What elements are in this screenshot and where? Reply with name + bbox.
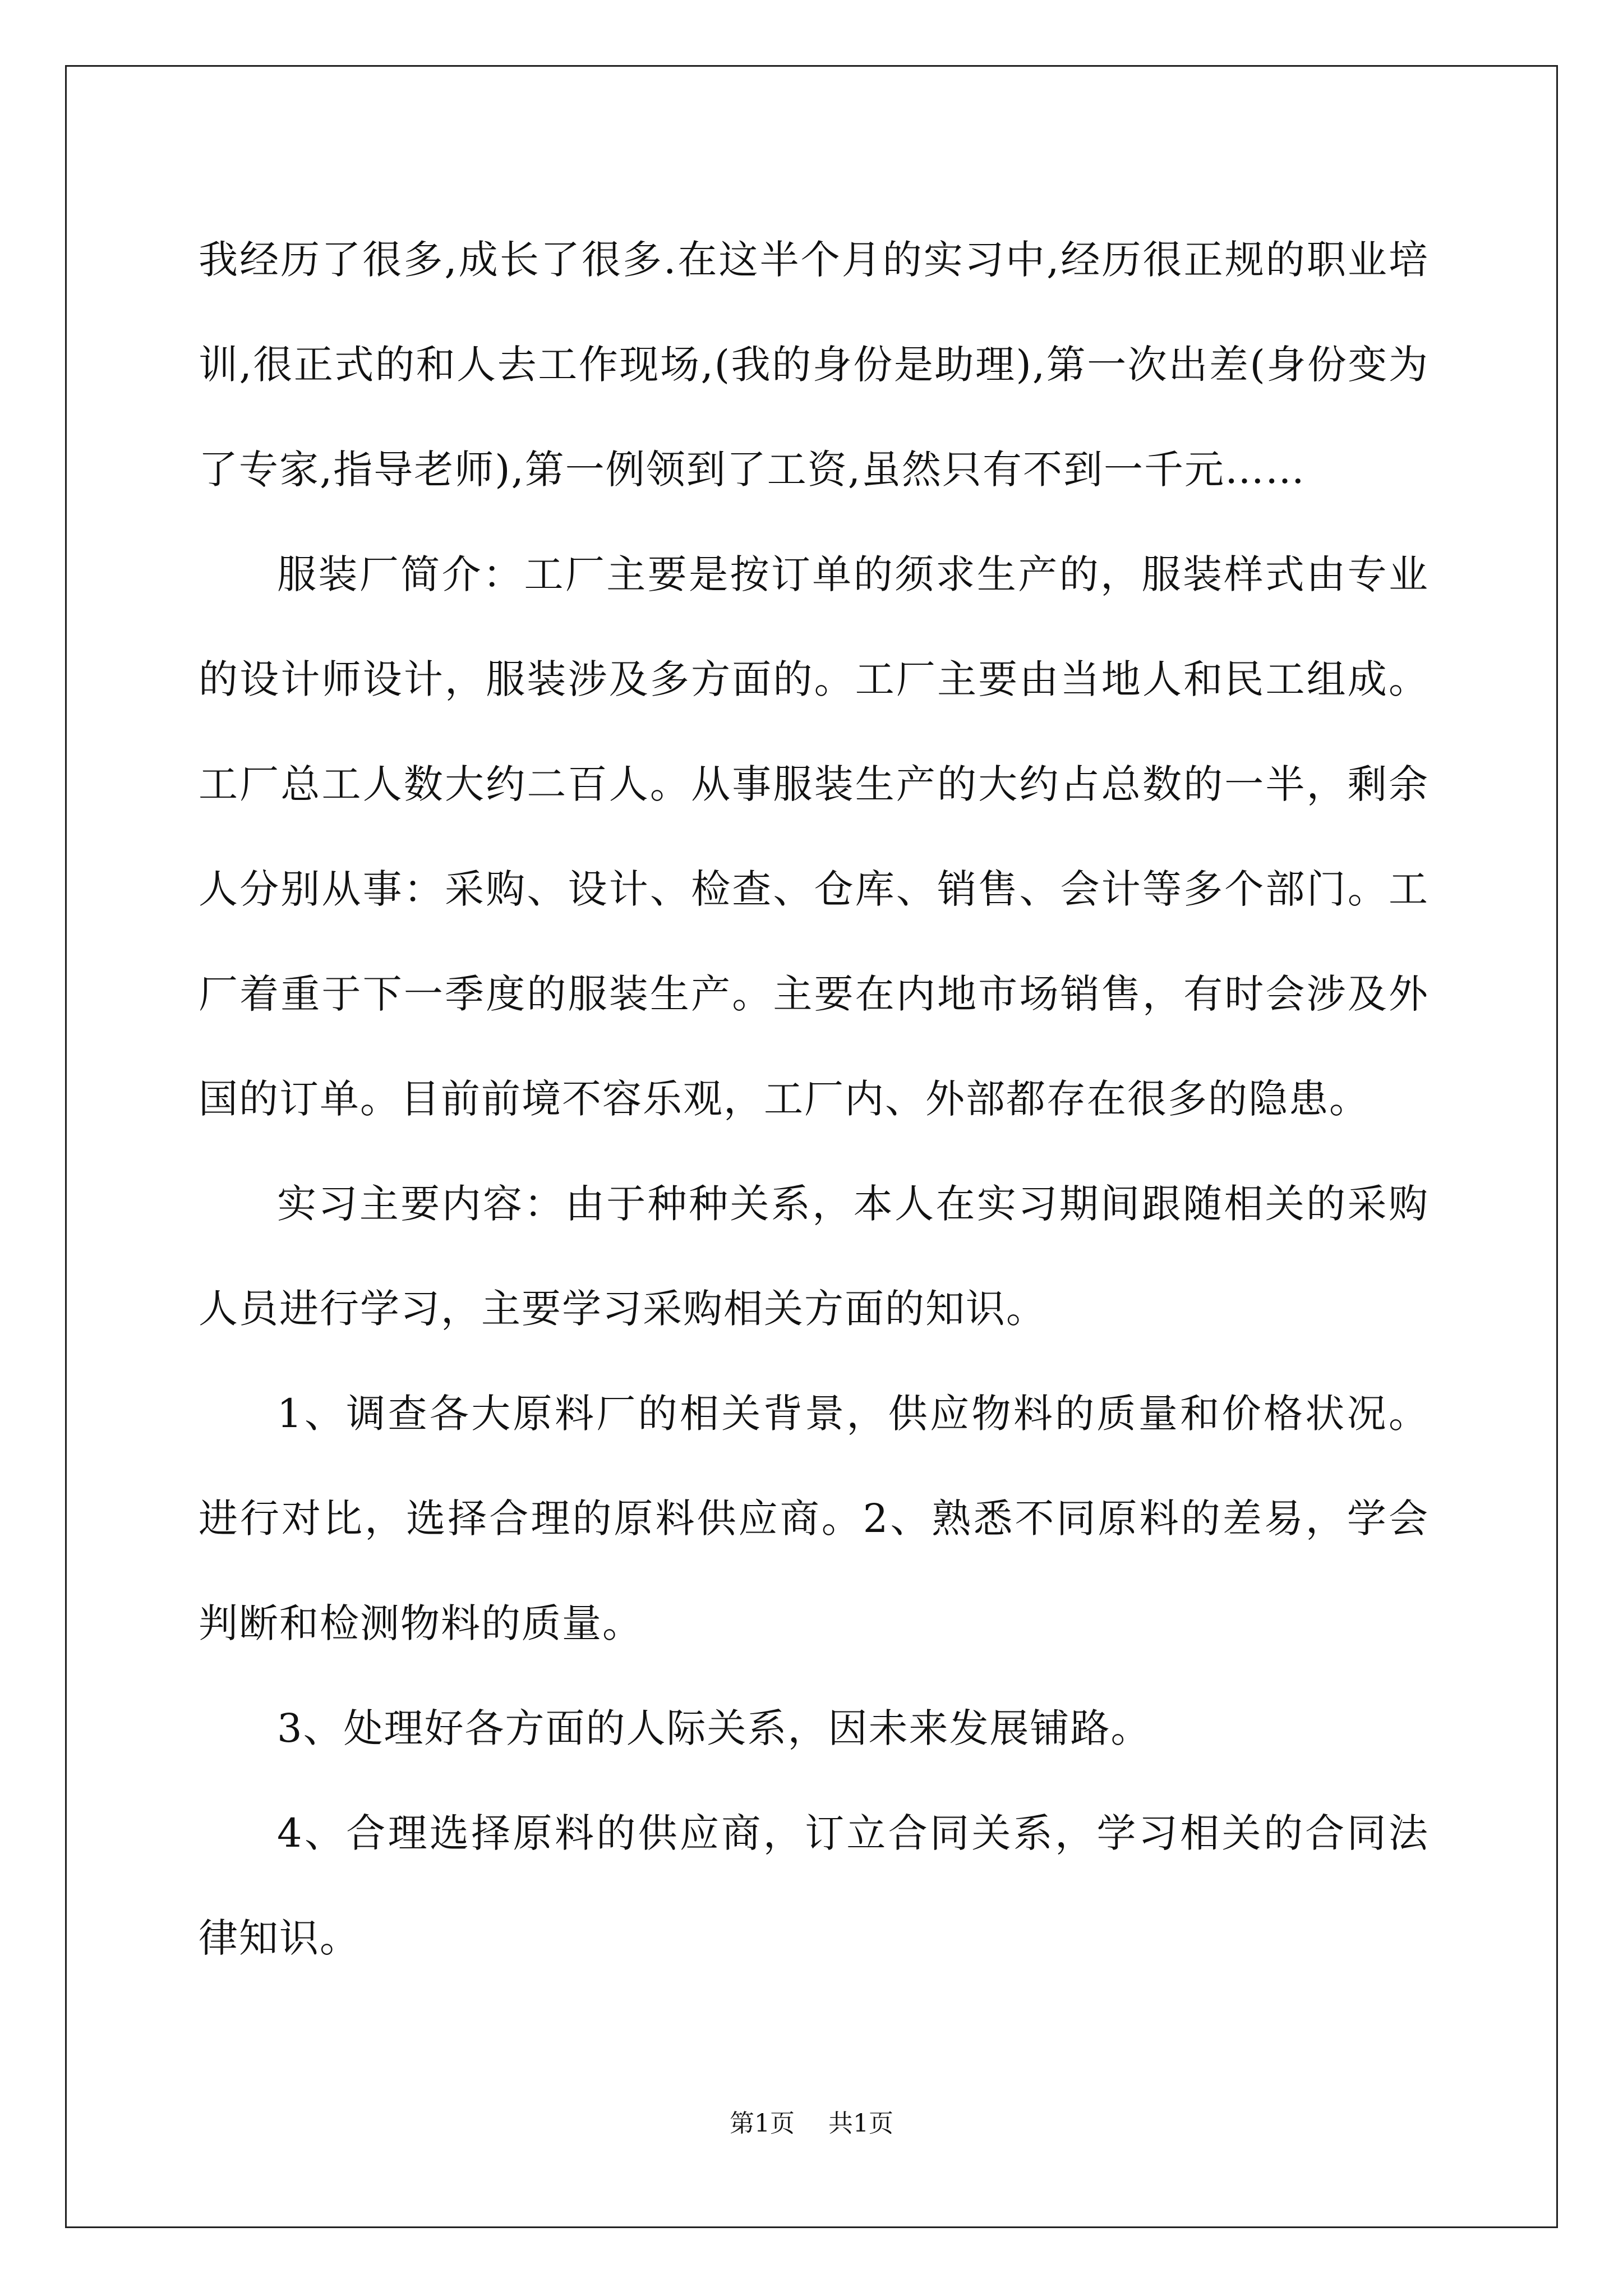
paragraph-1: 我经历了很多,成长了很多.在这半个月的实习中,经历很正规的职业培训,很正式的和人去工作现场,(我的身份是助理),第一次出差(身份变为了专家,指导老师),第一例领到了工资,虽然只有不到一千元…… <box>199 237 1429 493</box>
paragraph-5: 3、处理好各方面的人际关系，因未来发展铺路。 <box>277 1705 1151 1751</box>
paragraph-6: 4、合理选择原料的供应商，订立合同关系，学习相关的合同法律知识。 <box>199 1810 1429 1961</box>
document-body <box>199 208 1429 1991</box>
page-footer <box>0 2107 1623 2141</box>
page-number: 第1页 <box>730 2109 795 2138</box>
paragraph-2: 服装厂简介：工厂主要是按订单的须求生产的，服装样式由专业的设计师设计，服装涉及多方面的。工厂主要由当地人和民工组成。工厂总工人数大约二百人。从事服装生产的大约占总数的一半，剩余人分别从事：采购、设计、检查、仓库、销售、会计等多个部门。工厂着重于下一季度的服装生产。主要在内地市场销售，有时会涉及外国的订单。目前前境不容乐观，工厂内、外部都存在很多的隐患。 <box>199 551 1429 1122</box>
paragraph-3: 实习主要内容：由于种种关系，本人在实习期间跟随相关的采购人员进行学习，主要学习采购相关方面的知识。 <box>199 1181 1429 1332</box>
paragraph-4: 1、调查各大原料厂的相关背景，供应物料的质量和价格状况。进行对比，选择合理的原料供应商。2、熟悉不同原料的差易，学会判断和检测物料的质量。 <box>199 1391 1429 1646</box>
page-total: 共1页 <box>828 2109 893 2138</box>
